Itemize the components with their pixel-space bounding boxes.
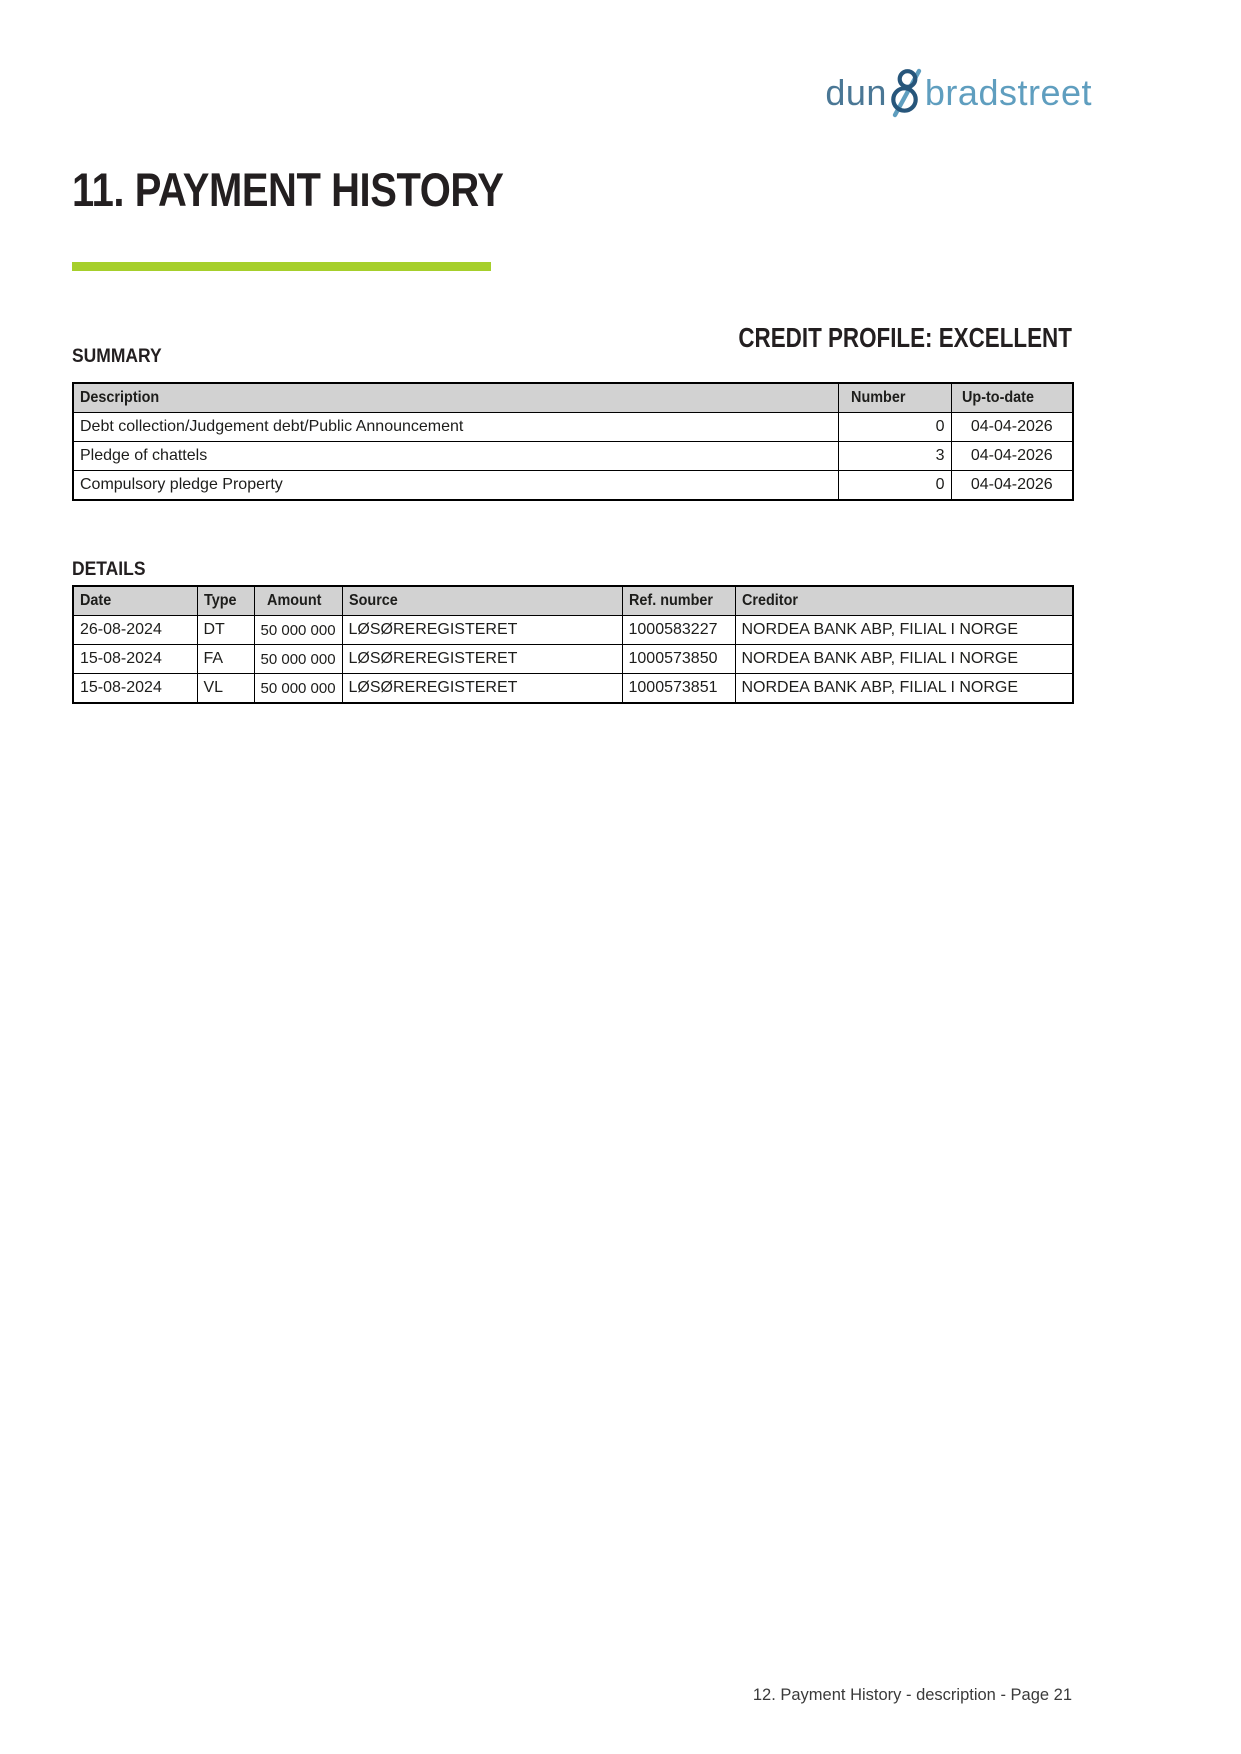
details-source-cell: LØSØREREGISTERET [342,674,622,704]
details-amount-cell: 50 000 000 [254,616,342,645]
details-col-type-label: Type [203,592,237,609]
table-row [73,442,1073,471]
details-type-cell: VL [197,674,254,704]
summary-description-cell: Pledge of chattels [73,442,838,471]
table-row [73,645,1073,674]
summary-col-number-label: Number [850,389,905,406]
table-row [73,616,1073,645]
details-source-cell: LØSØREREGISTERET [342,616,622,645]
page-title: 11. PAYMENT HISTORY [72,163,504,216]
details-creditor-cell: NORDEA BANK ABP, FILIAL I NORGE [735,674,1073,704]
details-date-cell: 26-08-2024 [73,616,197,645]
details-amount-cell: 50 000 000 [254,674,342,704]
details-date-cell: 15-08-2024 [73,645,197,674]
table-row [73,471,1073,501]
details-type-cell: FA [197,645,254,674]
page-footer: 12. Payment History - description - Page 21 [752,1686,1072,1704]
credit-profile-heading: CREDIT PROFILE: EXCELLENT [738,322,1072,353]
details-col-type [197,586,254,616]
details-amount-cell: 50 000 000 [254,645,342,674]
summary-header-row [73,383,1073,413]
summary-uptodate-cell: 04-04-2026 [951,413,1073,442]
details-creditor-cell: NORDEA BANK ABP, FILIAL I NORGE [735,616,1073,645]
details-col-amount-label: Amount [266,592,321,609]
details-col-date [73,586,197,616]
summary-number-cell: 0 [838,471,951,501]
details-col-amount [254,586,342,616]
details-col-source-label: Source [348,592,398,609]
details-col-creditor-label: Creditor [741,592,798,609]
summary-col-uptodate-label: Up-to-date [961,389,1034,406]
title-underline-bar [72,262,491,271]
summary-col-number [838,383,951,413]
details-col-creditor [735,586,1073,616]
summary-uptodate-cell: 04-04-2026 [951,471,1073,501]
table-row [73,674,1073,704]
logo-text-dun: dun [825,72,887,113]
summary-uptodate-cell: 04-04-2026 [951,442,1073,471]
details-refnumber-cell: 1000573850 [622,645,735,674]
logo-text-bradstreet: bradstreet [924,72,1092,113]
summary-number-cell: 3 [838,442,951,471]
summary-col-description-label: Description [80,389,160,406]
details-date-cell: 15-08-2024 [73,674,197,704]
details-creditor-cell: NORDEA BANK ABP, FILIAL I NORGE [735,645,1073,674]
details-source-cell: LØSØREREGISTERET [342,645,622,674]
dnb-logo [825,68,1092,118]
summary-table [72,382,1074,501]
details-col-refnumber-label: Ref. number [628,592,713,609]
table-row [73,413,1073,442]
summary-section-label: SUMMARY [72,346,162,367]
details-type-cell: DT [197,616,254,645]
summary-description-cell: Compulsory pledge Property [73,471,838,501]
details-col-refnumber [622,586,735,616]
details-header-row [73,586,1073,616]
summary-description-cell: Debt collection/Judgement debt/Public Announcement [73,413,838,442]
summary-col-description [73,383,838,413]
summary-number-cell: 0 [838,413,951,442]
details-col-date-label: Date [80,592,112,609]
details-section-label: DETAILS [72,559,146,580]
details-refnumber-cell: 1000573851 [622,674,735,704]
details-refnumber-cell: 1000583227 [622,616,735,645]
ampersand-icon [889,68,923,118]
details-table [72,585,1074,704]
summary-col-uptodate [951,383,1073,413]
details-col-source [342,586,622,616]
